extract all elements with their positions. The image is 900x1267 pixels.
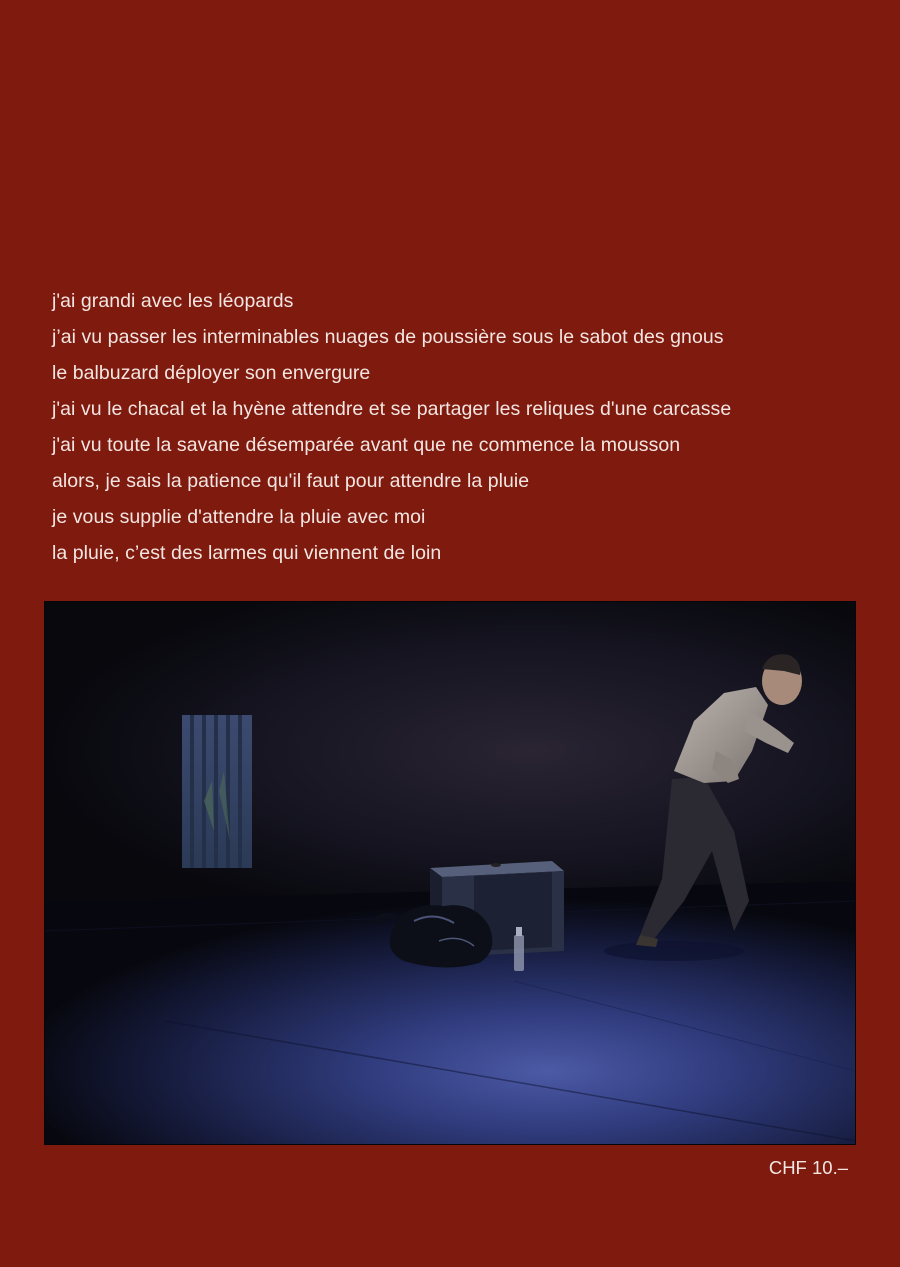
poem-line: j'ai vu toute la savane désemparée avant que ne commence la mousson — [52, 434, 681, 456]
poem-line: j'ai vu le chacal et la hyène attendre et se partager les reliques d'une carcasse — [52, 398, 732, 420]
poem-line: j'ai grandi avec les léopards — [52, 290, 294, 312]
projection-panel — [182, 715, 252, 868]
poem-line: j’ai vu passer les interminables nuages de poussière sous le sabot des gnous — [52, 326, 724, 348]
poem-text — [52, 283, 872, 571]
poem-line: je vous supplie d'attendre la pluie avec moi — [52, 506, 426, 528]
price-label: CHF 10.– — [768, 1157, 848, 1178]
poem-line: la pluie, c’est des larmes qui viennent de loin — [52, 542, 442, 564]
poem-line: le balbuzard déployer son envergure — [52, 362, 371, 384]
poem-line: alors, je sais la patience qu'il faut pour attendre la pluie — [52, 470, 530, 492]
stage-photo — [44, 601, 856, 1145]
